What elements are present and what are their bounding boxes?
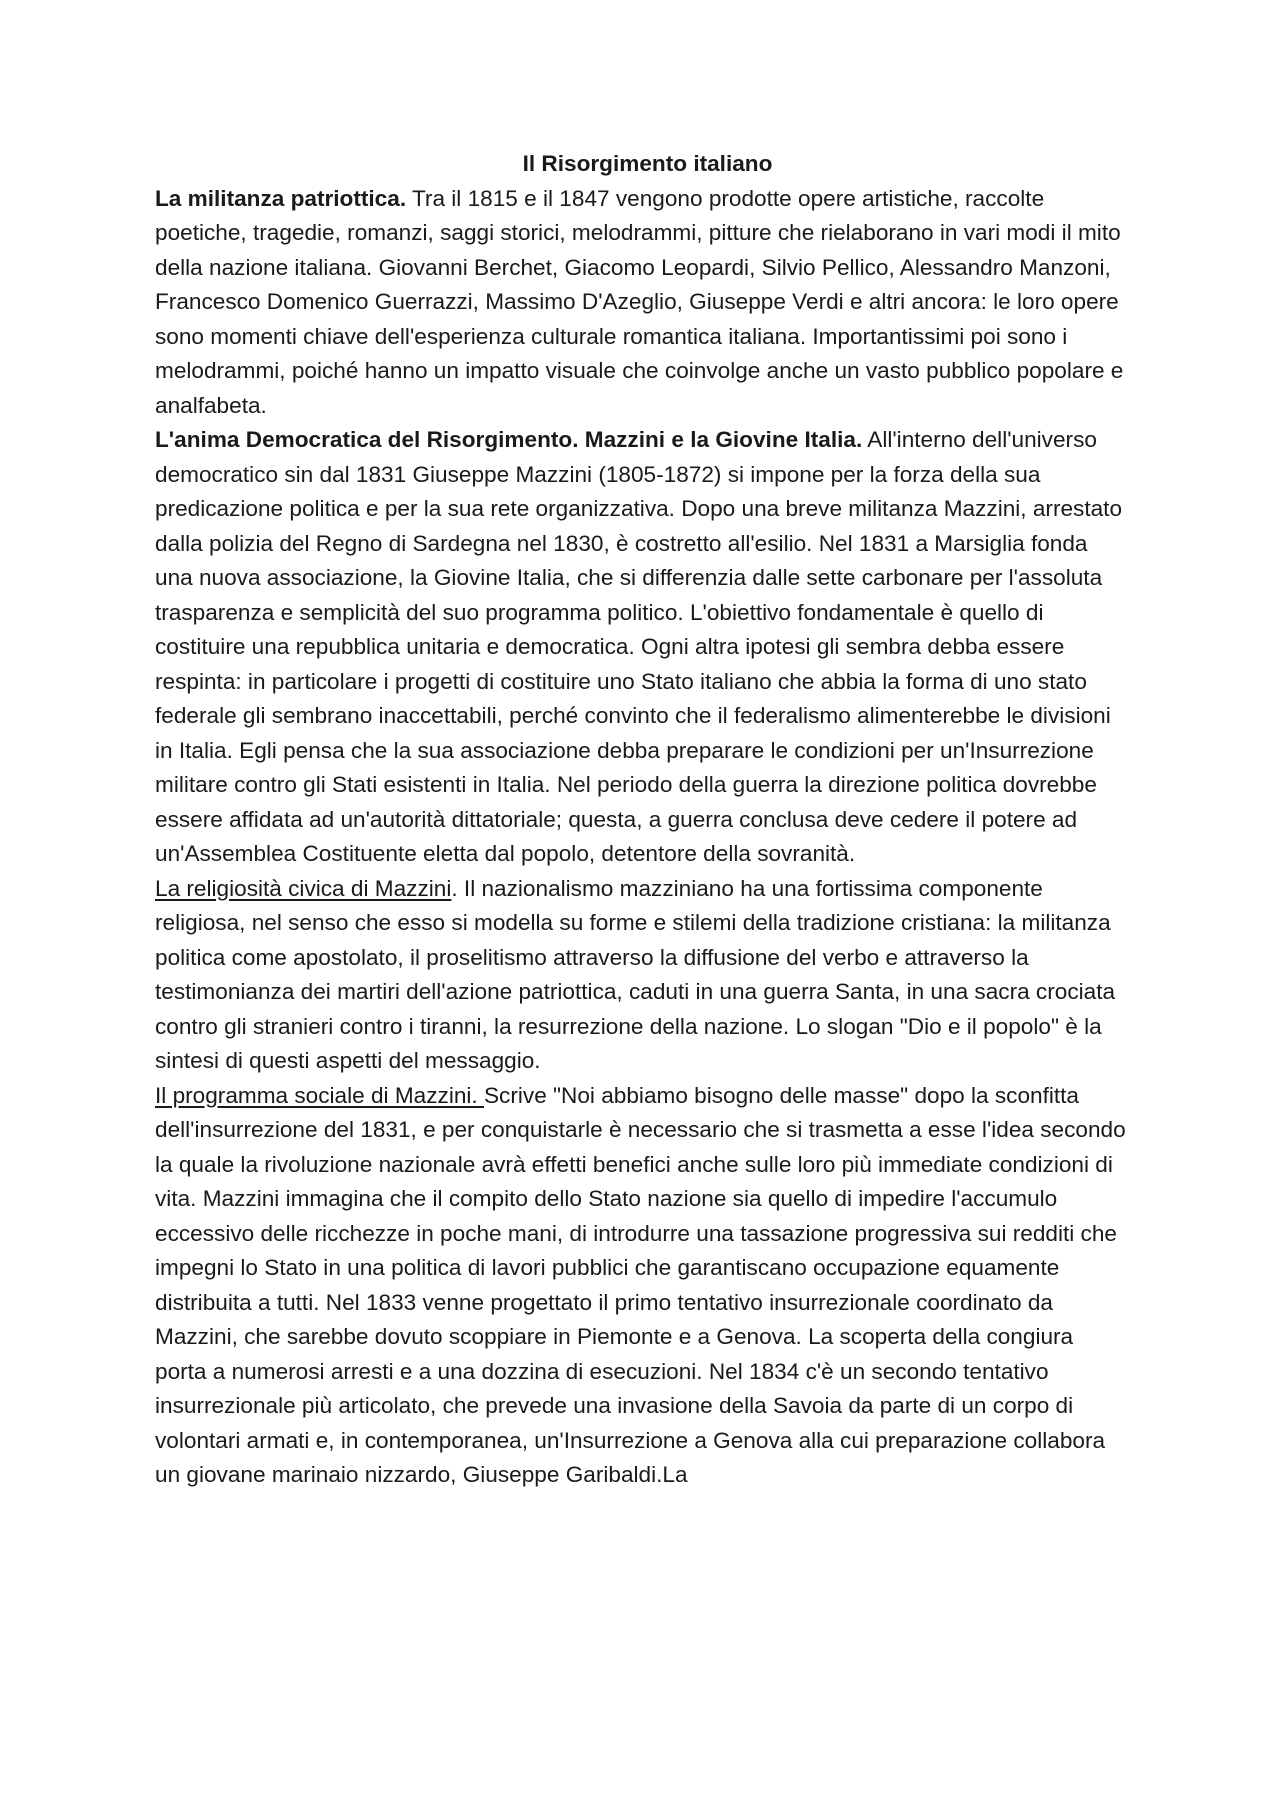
section-militanza-patriottica <box>155 182 1130 424</box>
section-anima-democratica <box>155 423 1130 872</box>
section-body: All'interno dell'universo democratico sin dal 1831 Giuseppe Mazzini (1805-1872) si impone per la forza della sua predicazione politica e per la sua rete organizzativa. Dopo una breve militanza Mazzini, arrestato dalla polizia del Regno di Sardegna nel 1830, è costretto all'esilio. Nel 1831 a Marsiglia fonda una nuova associazione, la Giovine Italia, che si differenzia dalle sette carbonare per l'assoluta trasparenza e semplicità del suo programma politico. L'obiettivo fondamentale è quello di costituire una repubblica unitaria e democratica. Ogni altra ipotesi gli sembra debba essere respinta: in particolare i progetti di costituire uno Stato italiano che abbia la forma di uno stato federale gli sembrano inaccettabili, perché convinto che il federalismo alimenterebbe le divisioni in Italia. Egli pensa che la sua associazione debba preparare le condizioni per un'Insurrezione militare contro gli Stati esistenti in Italia. Nel periodo della guerra la direzione politica dovrebbe essere affidata ad un'autorità dittatoriale; questa, a guerra conclusa deve cedere il potere ad un'Assemblea Costituente eletta dal popolo, detentore della sovranità. <box>155 427 1123 866</box>
section-programma-sociale <box>155 1079 1130 1493</box>
section-heading: Il programma sociale di Mazzini. <box>155 1082 484 1108</box>
document-page <box>155 147 1130 1493</box>
section-body: Scrive "Noi abbiamo bisogno delle masse" dopo la sconfitta dell'insurrezione del 1831, e per conquistarle è necessario che si trasmetta a esse l'idea secondo la quale la rivoluzione nazionale avrà effetti benefici anche sulle loro più immediate condizioni di vita. Mazzini immagina che il compito dello Stato nazione sia quello di impedire l'accumulo eccessivo delle ricchezze in poche mani, di introdurre una tassazione progressiva sui redditi che impegni lo Stato in una politica di lavori pubblici che garantiscano occupazione equamente distribuita a tutti. Nel 1833 venne progettato il primo tentativo insurrezionale coordinato da Mazzini, che sarebbe dovuto scoppiare in Piemonte e a Genova. La scoperta della congiura porta a numerosi arresti e a una dozzina di esecuzioni. Nel 1834 c'è un secondo tentativo insurrezionale più articolato, che prevede una invasione della Savoia da parte di un corpo di volontari armati e, in contemporanea, un'Insurrezione a Genova alla cui preparazione collabora un giovane marinaio nizzardo, Giuseppe Garibaldi.La <box>155 1082 1126 1487</box>
section-religiosita-civica <box>155 872 1130 1079</box>
section-heading: La religiosità civica di Mazzini <box>155 875 452 901</box>
section-body: Tra il 1815 e il 1847 vengono prodotte opere artistiche, raccolte poetiche, tragedie, romanzi, saggi storici, melodrammi, pitture che rielaborano in vari modi il mito della nazione italiana. Giovanni Berchet, Giacomo Leopardi, Silvio Pellico, Alessandro Manzoni, Francesco Domenico Guerrazzi, Massimo D'Azeglio, Giuseppe Verdi e altri ancora: le loro opere sono momenti chiave dell'esperienza culturale romantica italiana. Importantissimi poi sono i melodrammi, poiché hanno un impatto visuale che coinvolge anche un vasto pubblico popolare e analfabeta. <box>155 185 1124 418</box>
section-body: . Il nazionalismo mazziniano ha una fortissima componente religiosa, nel senso che esso si modella su forme e stilemi della tradizione cristiana: la militanza politica come apostolato, il proselitismo attraverso la diffusione del verbo e attraverso la testimonianza dei martiri dell'azione patriottica, caduti in una guerra Santa, in una sacra crociata contro gli stranieri contro i tiranni, la resurrezione della nazione. Lo slogan "Dio e il popolo" è la sintesi di questi aspetti del messaggio. <box>155 875 1116 1073</box>
document-title: Il Risorgimento italiano <box>522 151 773 176</box>
section-heading: La militanza patriottica. <box>155 185 407 211</box>
section-heading: L'anima Democratica del Risorgimento. Mazzini e la Giovine Italia. <box>155 427 863 452</box>
